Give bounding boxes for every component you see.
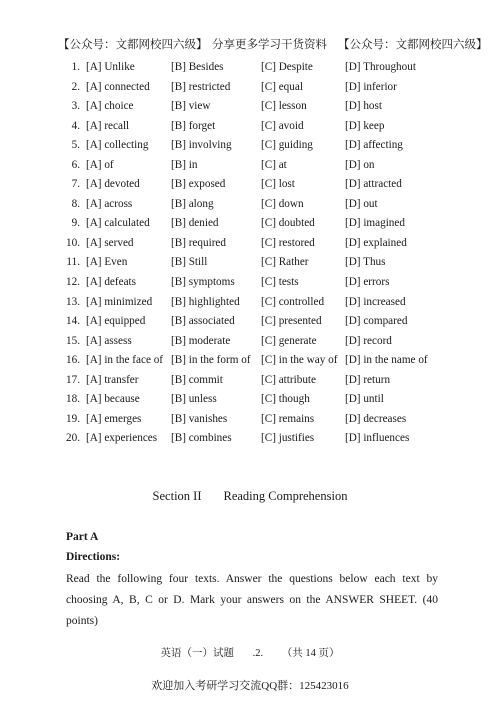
option-b: [B] view (171, 100, 211, 113)
question-number: 12. (66, 276, 80, 289)
option-d: [D] inferior (345, 80, 397, 93)
option-d: [D] decreases (345, 412, 407, 425)
question-row (0, 351, 500, 371)
question-row (0, 371, 500, 391)
question-number: 2. (71, 80, 80, 93)
option-a: [A] Unlike (86, 61, 135, 73)
qq-group-notice: 欢迎加入考研学习交流QQ群：125423016 (151, 680, 349, 692)
option-c: [C] Despite (261, 61, 313, 73)
option-d: [D] increased (345, 295, 406, 308)
header-right-text: 【公众号：文都网校四六级】 (338, 39, 488, 51)
option-d: [D] explained (345, 236, 407, 249)
option-c: [C] at (261, 158, 287, 171)
option-a: [A] choice (86, 100, 134, 113)
question-number: 18. (66, 393, 80, 406)
option-b: [B] symptoms (171, 276, 235, 289)
section-name: Reading Comprehension (223, 489, 348, 503)
question-number: 20. (66, 432, 80, 445)
question-number: 19. (66, 412, 80, 425)
option-a: [A] of (86, 158, 114, 171)
question-number: 7. (71, 178, 80, 191)
question-number: 9. (71, 217, 80, 230)
question-row (0, 253, 500, 273)
option-b: [B] highlighted (171, 295, 240, 308)
question-number: 4. (71, 119, 80, 132)
directions-text: Read the following four texts. Answer the questions below each text by choosing A, B, C or D. Mark your answers on the ANSWER SHEET. (40 points) (66, 573, 438, 627)
option-c: [C] equal (261, 80, 303, 93)
question-row (0, 293, 500, 313)
option-a: [A] experiences (86, 432, 158, 445)
option-a: [A] devoted (86, 178, 140, 191)
option-d: [D] attracted (345, 178, 402, 191)
option-a: [A] collecting (86, 139, 149, 152)
option-b: [B] in (171, 158, 198, 171)
option-b: [B] required (171, 236, 226, 249)
option-d: [D] influences (345, 432, 410, 445)
option-b: [B] moderate (171, 334, 231, 347)
option-d: [D] errors (345, 276, 390, 289)
footer-page-number: .2. (252, 648, 264, 659)
option-d: [D] Thus (345, 256, 386, 269)
question-number: 11. (66, 256, 80, 269)
question-number: 1. (71, 61, 80, 73)
question-row (0, 429, 500, 449)
option-c: [C] remains (261, 412, 315, 425)
option-b: [B] in the form of (171, 354, 251, 367)
option-d: [D] record (345, 334, 392, 347)
question-row (0, 156, 500, 176)
question-row (0, 175, 500, 195)
option-c: [C] tests (261, 276, 299, 289)
option-c: [C] down (261, 197, 304, 210)
option-b: [B] commit (171, 373, 223, 386)
option-d: [D] keep (345, 119, 385, 132)
option-c: [C] controlled (261, 295, 325, 308)
question-number: 8. (71, 197, 80, 210)
option-a: [A] served (86, 236, 134, 249)
option-b: [B] unless (171, 393, 217, 406)
option-a: [A] minimized (86, 295, 153, 308)
question-number: 14. (66, 315, 80, 328)
option-b: [B] denied (171, 217, 219, 230)
option-d: [D] host (345, 100, 382, 113)
question-row (0, 234, 500, 254)
option-c: [C] lesson (261, 100, 307, 113)
question-number: 17. (66, 373, 80, 386)
header-center-text: 分享更多学习干货资料 (212, 39, 327, 51)
option-a: [A] equipped (86, 315, 146, 328)
question-row (0, 214, 500, 234)
option-b: [B] combines (171, 432, 232, 445)
option-c: [C] avoid (261, 119, 304, 132)
section-label: Section II (152, 489, 202, 503)
option-d: [D] return (345, 373, 391, 386)
option-b: [B] involving (171, 139, 232, 152)
cloze-options-list (0, 58, 500, 449)
option-c: [C] restored (261, 236, 315, 249)
option-a: [A] connected (86, 80, 150, 93)
question-row (0, 97, 500, 117)
question-number: 15. (66, 334, 80, 347)
option-a: [A] because (86, 393, 140, 406)
option-a: [A] emerges (86, 412, 142, 425)
question-number: 10. (66, 236, 80, 249)
option-a: [A] across (86, 197, 133, 210)
option-b: [B] Still (171, 256, 208, 269)
option-c: [C] in the way of (261, 354, 338, 367)
footer-total-pages: （共 14 页） (281, 648, 340, 659)
option-b: [B] along (171, 197, 214, 210)
option-b: [B] associated (171, 315, 235, 328)
option-a: [A] calculated (86, 217, 150, 230)
question-row (0, 312, 500, 332)
option-b: [B] vanishes (171, 412, 228, 425)
option-d: [D] affecting (345, 139, 403, 152)
option-c: [C] doubted (261, 217, 315, 230)
page-header (0, 36, 500, 54)
option-d: [D] imagined (345, 217, 405, 230)
option-a: [A] assess (86, 334, 132, 347)
option-d: [D] in the name of (345, 354, 428, 367)
option-c: [C] presented (261, 315, 322, 328)
option-a: [A] defeats (86, 276, 137, 289)
part-heading: Part A (66, 531, 99, 543)
option-a: [A] Even (86, 256, 128, 269)
header-left-text: 【公众号：文都网校四六级】 (58, 39, 208, 51)
option-c: [C] justifies (261, 432, 315, 445)
option-b: [B] exposed (171, 178, 226, 191)
question-row (0, 195, 500, 215)
question-row (0, 390, 500, 410)
question-row (0, 332, 500, 352)
question-row (0, 410, 500, 430)
page-footer (0, 645, 500, 660)
option-c: [C] lost (261, 178, 295, 191)
option-c: [C] generate (261, 334, 317, 347)
question-number: 16. (66, 354, 80, 367)
option-b: [B] forget (171, 119, 216, 132)
option-b: [B] Besides (171, 61, 224, 73)
option-c: [C] guiding (261, 139, 313, 152)
option-b: [B] restricted (171, 80, 231, 93)
option-d: [D] until (345, 393, 384, 406)
option-c: [C] though (261, 393, 310, 406)
option-a: [A] in the face of (86, 354, 164, 367)
question-number: 13. (66, 295, 80, 308)
question-row (0, 273, 500, 293)
option-a: [A] recall (86, 119, 130, 132)
option-d: [D] compared (345, 315, 408, 328)
option-c: [C] attribute (261, 373, 316, 386)
option-c: [C] Rather (261, 256, 309, 269)
option-d: [D] Throughout (345, 61, 416, 73)
question-number: 5. (71, 139, 80, 152)
footer-title: 英语（一）试题 (160, 648, 234, 659)
directions-label: Directions: (66, 551, 121, 563)
question-row (0, 78, 500, 98)
section-title (0, 489, 500, 504)
question-row (0, 58, 500, 78)
option-d: [D] out (345, 197, 378, 210)
question-number: 6. (71, 158, 80, 171)
option-a: [A] transfer (86, 373, 139, 386)
question-row (0, 136, 500, 156)
question-number: 3. (71, 100, 80, 113)
question-row (0, 117, 500, 137)
option-d: [D] on (345, 158, 375, 171)
